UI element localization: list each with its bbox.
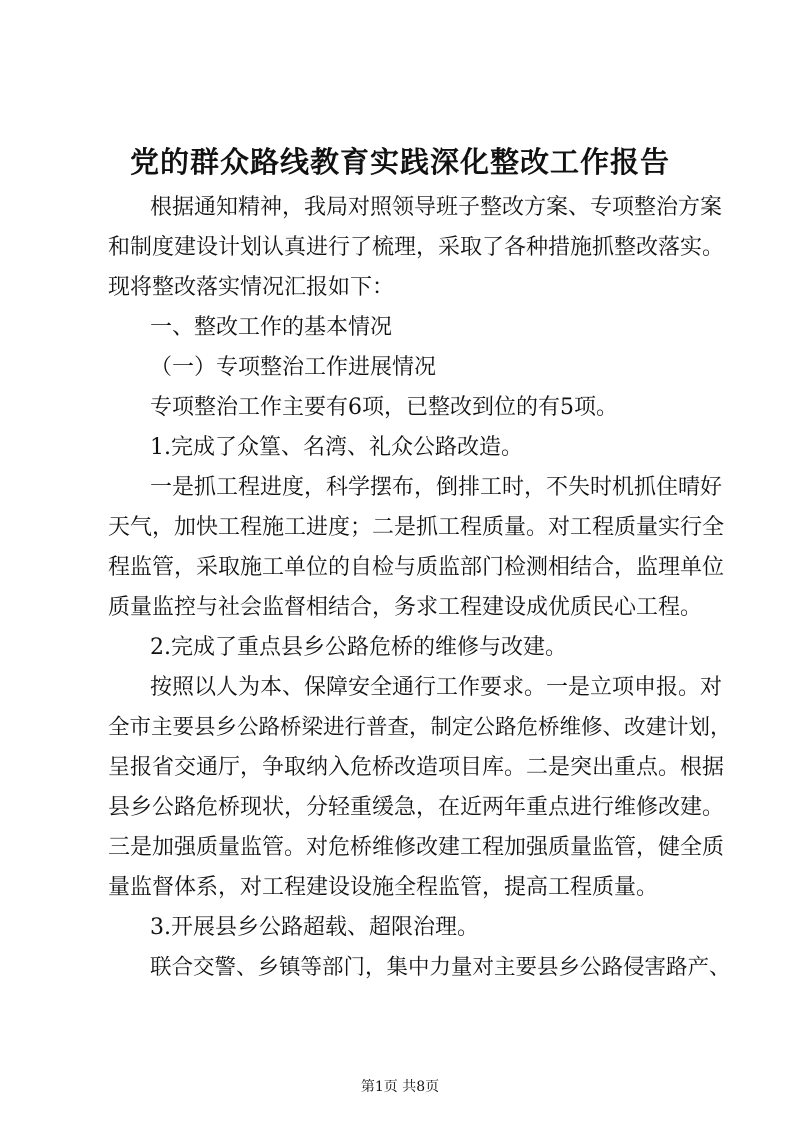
paragraph-line: 联合交警、乡镇等部门，集中力量对主要县乡公路侵害路产、 [150,955,731,980]
document-title: 党的群众路线教育实践深化整改工作报告 [129,145,670,179]
paragraph-line: 天气，加快工程施工进度；二是抓工程质量。对工程质量实行全 [108,515,725,540]
paragraph-line: 按照以人为本、保障安全通行工作要求。一是立项申报。对 [150,675,723,700]
subsection-heading: （一）专项整治工作进展情况 [150,355,437,380]
item-heading: 1.完成了众篁、名湾、礼众公路改造。 [150,435,523,460]
paragraph-line: 专项整治工作主要有6项，已整改到位的有5项。 [150,395,618,420]
paragraph-line: 三是加强质量监管。对危桥维修改建工程加强质量监管，健全质 [108,835,725,860]
paragraph-line: 质量监控与社会监督相结合，务求工程建设成优质民心工程。 [108,595,703,620]
paragraph-line: 量监督体系，对工程建设设施全程监管，提高工程质量。 [108,875,659,900]
paragraph-line: 呈报省交通厅，争取纳入危桥改造项目库。二是突出重点。根据 [108,755,725,780]
paragraph-line: 根据通知精神，我局对照领导班子整改方案、专项整治方案 [150,195,723,220]
paragraph-line: 程监管，采取施工单位的自检与质监部门检测相结合，监理单位 [108,555,725,580]
paragraph-line: 和制度建设计划认真进行了梳理，采取了各种措施抓整改落实。 [108,235,725,260]
item-heading: 3.开展县乡公路超载、超限治理。 [150,915,479,940]
paragraph-line: 全市主要县乡公路桥梁进行普查，制定公路危桥维修、改建计划， [108,715,732,740]
paragraph-line: 县乡公路危桥现状，分轻重缓急，在近两年重点进行维修改建。 [108,795,725,820]
paragraph-line: 一是抓工程进度，科学摆布，倒排工时，不失时机抓住晴好 [150,475,723,500]
page-number-footer: 第1页 共8页 [360,1079,440,1095]
item-heading: 2.完成了重点县乡公路危桥的维修与改建。 [150,635,567,660]
section-heading: 一、整改工作的基本情况 [150,315,393,340]
paragraph-line: 现将整改落实情况汇报如下： [108,275,395,300]
